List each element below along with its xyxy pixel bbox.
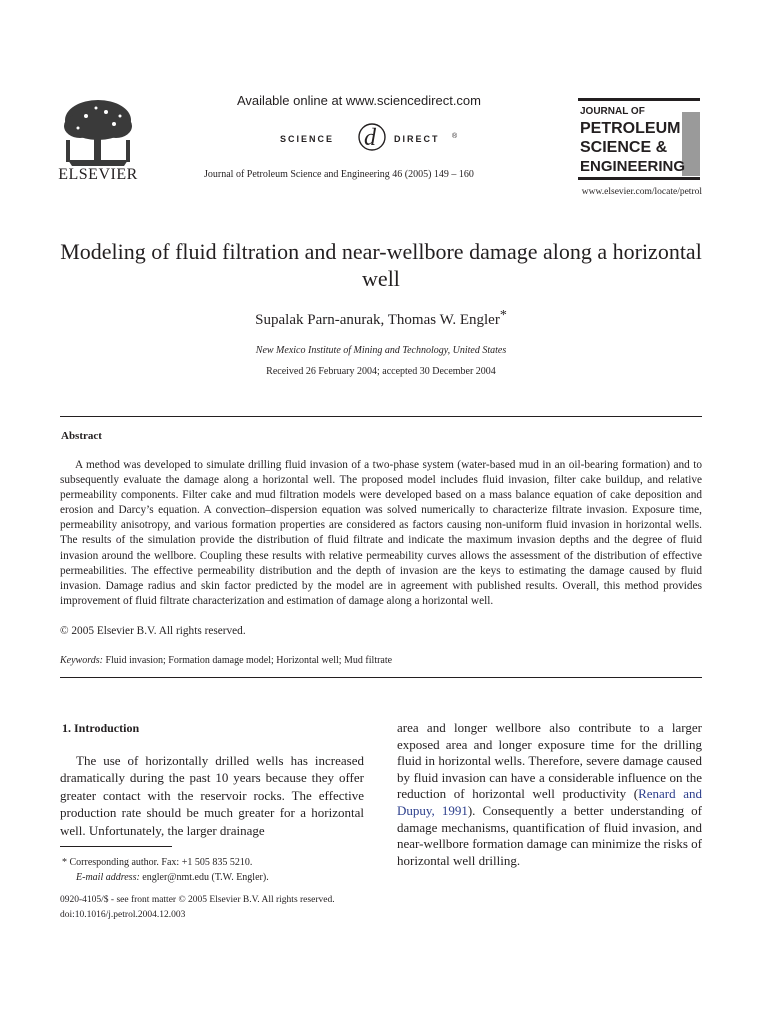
- body-paragraph-right: [397, 720, 702, 869]
- paper-title: Modeling of fluid filtration and near-wellbore damage along a horizontal well: [60, 239, 702, 291]
- svg-text:PETROLEUM: PETROLEUM: [580, 120, 681, 137]
- svg-text:SCIENCE: SCIENCE: [280, 134, 335, 144]
- keywords: [60, 655, 392, 666]
- corresponding-author-mark[interactable]: *: [499, 308, 507, 323]
- email-address[interactable]: engler@nmt.edu (T.W. Engler).: [142, 872, 269, 883]
- keywords-list: Fluid invasion; Formation damage model; Horizontal well; Mud filtrate: [105, 655, 393, 666]
- abstract-text: A method was developed to simulate drilling fluid invasion of a two-phase system (water-based mud in an oil-bearing formation) and to subsequently evaluate the damage along a horizontal well. The proposed model includes fluid invasion, filter cake buildup, and relative permeability components. Filter cake and mud filtration models were developed based on a mass balance equation of cake deposition and erosion and Darcy’s equation. A convection–dispersion equation was solved numerically to characterize filtrate invasion. Exposure time, permeability anisotropy, and various formation properties are considered as factors causing non-uniform fluid invasion in horizontal wells. The results of the simulation provide the distribution of fluid filtrate and indicate the maximum invasion depths and the degree of fluid invasion around the wellbore. Coupling these results with relative permeability curves allows the assessment of the distribution of effective permeabilities. The effective permeability distribution and the depth of invasion are the keys to estimating the damage caused by fluid invasion. Damage radius and skin factor predicted by the model are in agreement with published results. Overall, this method provides improvement of fluid filtrate characterization and estimation of damage along a horizontal well.: [60, 459, 702, 607]
- received-dates: Received 26 February 2004; accepted 30 December 2004: [266, 366, 496, 377]
- svg-text:®: ®: [452, 133, 458, 140]
- footnote-divider: [60, 846, 172, 847]
- email-label: E-mail address:: [76, 872, 140, 883]
- author-list: [60, 308, 702, 329]
- publisher-name: ELSEVIER: [58, 166, 138, 183]
- abstract-heading: Abstract: [61, 430, 102, 442]
- svg-text:JOURNAL OF: JOURNAL OF: [580, 106, 645, 117]
- divider: [60, 677, 702, 678]
- keywords-label: Keywords:: [60, 655, 103, 666]
- authors: Supalak Parn-anurak, Thomas W. Engler: [255, 312, 500, 328]
- abstract-copyright: © 2005 Elsevier B.V. All rights reserved.: [60, 625, 246, 637]
- svg-text:ENGINEERING: ENGINEERING: [580, 158, 686, 175]
- body-paragraph-left: The use of horizontally drilled wells has increased dramatically during the past 10 years because they offer greater contact with the reservoir rocks. The effective production rate should be much greater for a horizontal well. Unfortunately, the larger drainage: [60, 753, 364, 838]
- divider: [60, 416, 702, 417]
- body-text: area and longer wellbore also contribute to a larger exposed area and longer exposure time for the drilling fluid in horizontal wells. Therefore, severe damage caused by fluid invasion can have a considerable influence on the reduction of horizontal well productivity (: [397, 720, 702, 802]
- available-online-text: Available online at www.sciencedirect.com: [237, 93, 481, 108]
- email-note: [76, 872, 269, 883]
- corresponding-author-note: * Corresponding author. Fax: +1 505 835 5210.: [62, 857, 253, 868]
- doi-line[interactable]: doi:10.1016/j.petrol.2004.12.003: [60, 910, 186, 920]
- affiliation: New Mexico Institute of Mining and Technology, United States: [255, 345, 507, 356]
- svg-text:SCIENCE &: SCIENCE &: [580, 139, 668, 156]
- journal-citation: Journal of Petroleum Science and Engineering 46 (2005) 149 – 160: [204, 169, 474, 180]
- sciencedirect-logo: [268, 116, 478, 158]
- journal-logo: [578, 98, 700, 180]
- section-heading: 1. Introduction: [62, 721, 140, 735]
- body-text: ). Consequently a better understanding of damage mechanisms, quantification of fluid invasion, and near-wellbore formation damage can minimize the risks of horizontal well drilling.: [397, 802, 702, 868]
- journal-url[interactable]: www.elsevier.com/locate/petrol: [581, 187, 702, 197]
- issn-line: 0920-4105/$ - see front matter © 2005 Elsevier B.V. All rights reserved.: [60, 895, 335, 905]
- svg-text:DIRECT: DIRECT: [394, 134, 440, 144]
- svg-text:d: d: [364, 125, 376, 151]
- reference-link[interactable]: Renard and Dupuy, 1991: [397, 786, 703, 818]
